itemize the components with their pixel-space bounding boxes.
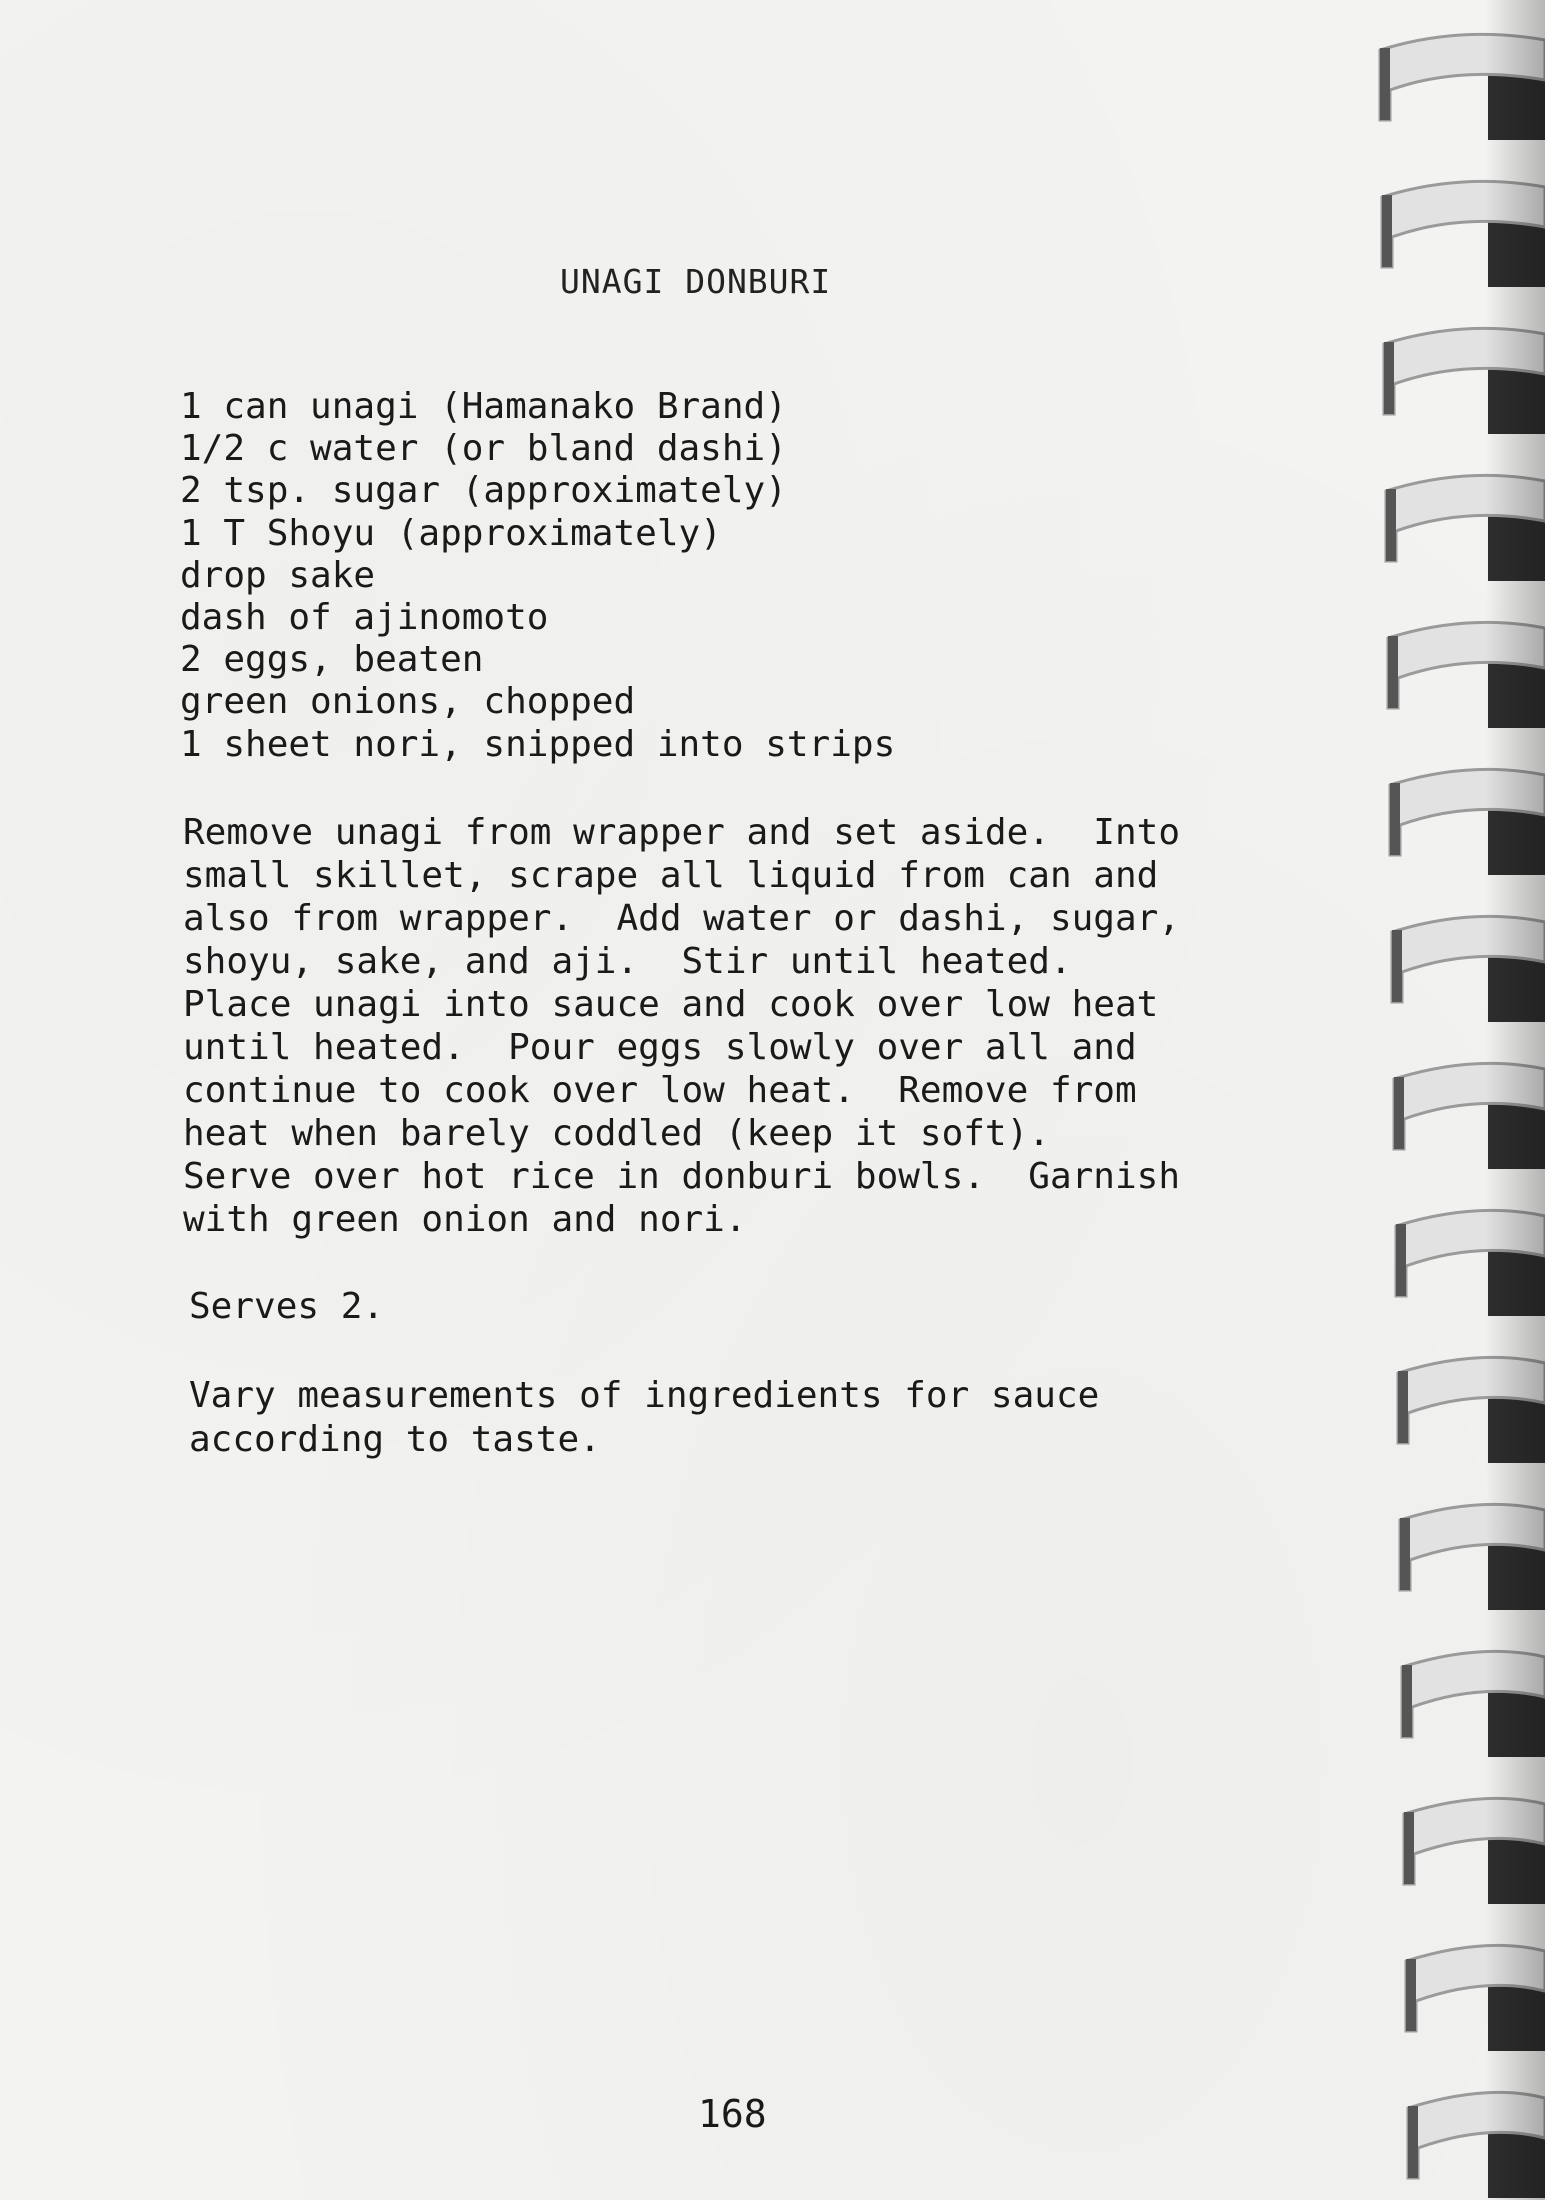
method-line: Serve over hot rice in donburi bowls. Garnish (183, 1156, 1180, 1197)
ingredient-item: 1 can unagi (Hamanako Brand) (180, 386, 787, 427)
ingredient-item: 2 eggs, beaten (180, 639, 484, 681)
method-line: small skillet, scrape all liquid from can and (183, 855, 1159, 896)
ingredient-item: green onions, chopped (180, 681, 636, 723)
method-line: Remove unagi from wrapper and set aside. Into (183, 812, 1180, 853)
note-line: according to taste. (189, 1419, 601, 1460)
ingredient-item: dash of ajinomoto (180, 597, 549, 639)
method-line: heat when barely coddled (keep it soft). (183, 1113, 1050, 1154)
binding-shadow (1485, 0, 1545, 2200)
serves-line: Serves 2. (189, 1286, 385, 1327)
recipe-title: UNAGI DONBURI (560, 262, 832, 301)
method-line: until heated. Pour eggs slowly over all and (183, 1027, 1137, 1068)
ingredient-item: 2 tsp. sugar (approximately) (180, 470, 787, 512)
note-paragraph (189, 1374, 1099, 1462)
ingredient-item: 1 T Shoyu (approximately) (180, 512, 722, 554)
method-paragraph (183, 811, 1180, 1241)
method-line: with green onion and nori. (183, 1199, 747, 1240)
ingredient-list (180, 386, 895, 766)
ingredient-item: drop sake (180, 554, 376, 596)
method-line: shoyu, sake, and aji. Stir until heated. (183, 941, 1072, 982)
method-line: continue to cook over low heat. Remove from (183, 1070, 1137, 1111)
ingredient-item: 1 sheet nori, snipped into strips (180, 723, 896, 765)
page-number: 168 (698, 2092, 767, 2136)
method-line: also from wrapper. Add water or dashi, sugar, (183, 898, 1180, 939)
method-line: Place unagi into sauce and cook over low heat (183, 984, 1159, 1025)
ingredient-item: 1/2 c water (or bland dashi) (180, 428, 787, 470)
note-line: Vary measurements of ingredients for sauce (189, 1375, 1100, 1416)
